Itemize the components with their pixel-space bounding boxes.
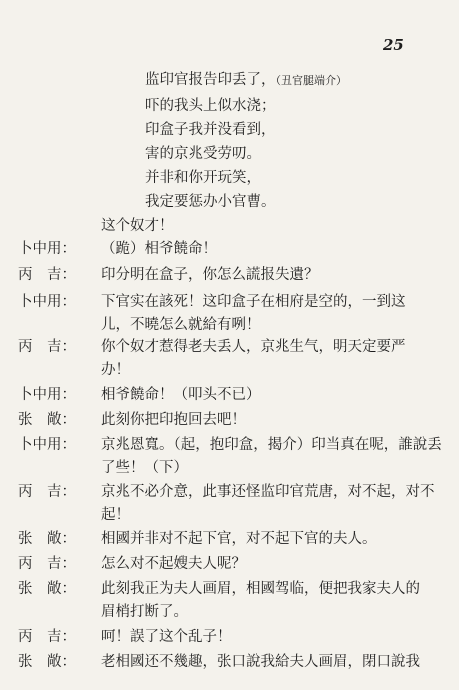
dialogue-text: 起！ [101,507,130,523]
dialogue-text: 老相國还不幾趣，张口說我給夫人画眉，閉口說我 [101,654,420,670]
dialogue-text: （跪）相爷饒命！ [101,241,217,257]
verse-line [145,94,276,115]
dialogue-text: 了些！（下） [101,460,188,476]
verse-text: 害的京兆受劳叨。 [145,146,261,162]
speaker-label: 卜中用： [18,437,76,453]
speaker-label: 张 敞： [18,654,76,670]
dialogue-text: 此刻你把印抱回去吧！ [101,412,246,428]
dialogue-text: 相爷饒命！（叩头不已） [101,387,261,403]
speaker-label: 丙 吉： [18,267,76,283]
verse-line [145,142,261,163]
dialogue-text: 京兆不必介意，此事还怪监印官荒唐，对不起，对不 [101,484,435,500]
dialogue-text: 呵！誤了这个乱子！ [101,629,232,645]
dialogue-text: 相國并非对不起下官，对不起下官的夫人。 [101,531,377,547]
speaker-label: 卜中用： [18,241,76,257]
dialogue-text: 下官实在該死！这印盒子在相府是空的，一到这 [101,294,406,310]
speaker-label: 丙 吉： [18,339,76,355]
verse-line [145,190,276,211]
speaker-label: 张 敞： [18,412,76,428]
speaker-label: 丙 吉： [18,484,76,500]
verse-line [145,118,276,139]
dialogue-text: 京兆恩寬。（起，抱印盒，揭介）印当真在呢，誰說丢 [101,437,442,453]
speaker-label: 张 敞： [18,531,76,547]
verse-line [145,166,261,187]
closing-line: 这个奴才！ [101,218,174,234]
speaker-label: 卜中用： [18,387,76,403]
speaker-label: 丙 吉： [18,556,76,572]
dialogue-text: 办！ [101,362,130,378]
page-number: 25 [383,36,404,54]
verse-text: 并非和你开玩笑， [145,170,261,186]
verse-text: 我定要惩办小官曹。 [145,194,276,210]
dialogue-text: 儿，不曉怎么就給有咧！ [101,317,261,333]
dialogue-text: 怎么对不起嫂夫人呢？ [101,556,246,572]
dialogue-text: 你个奴才惹得老夫丢人，京兆生气，明天定要严 [101,339,406,355]
speaker-label: 卜中用： [18,294,76,310]
dialogue-text: 印分明在盒子，你怎么謊报失遺？ [101,267,319,283]
verse-line [145,68,347,89]
verse-text: 监印官报告印丢了， [145,72,276,88]
stage-direction: （丑官腿端介） [275,74,347,87]
verse-text: 吓的我头上似水浇； [145,98,276,114]
verse-text: 印盒子我并没看到， [145,122,276,138]
dialogue-text: 此刻我正为夫人画眉，相國驾临，便把我家夫人的 [101,581,420,597]
speaker-label: 张 敞： [18,581,76,597]
speaker-label: 丙 吉： [18,629,76,645]
dialogue-text: 眉梢打断了。 [101,604,188,620]
